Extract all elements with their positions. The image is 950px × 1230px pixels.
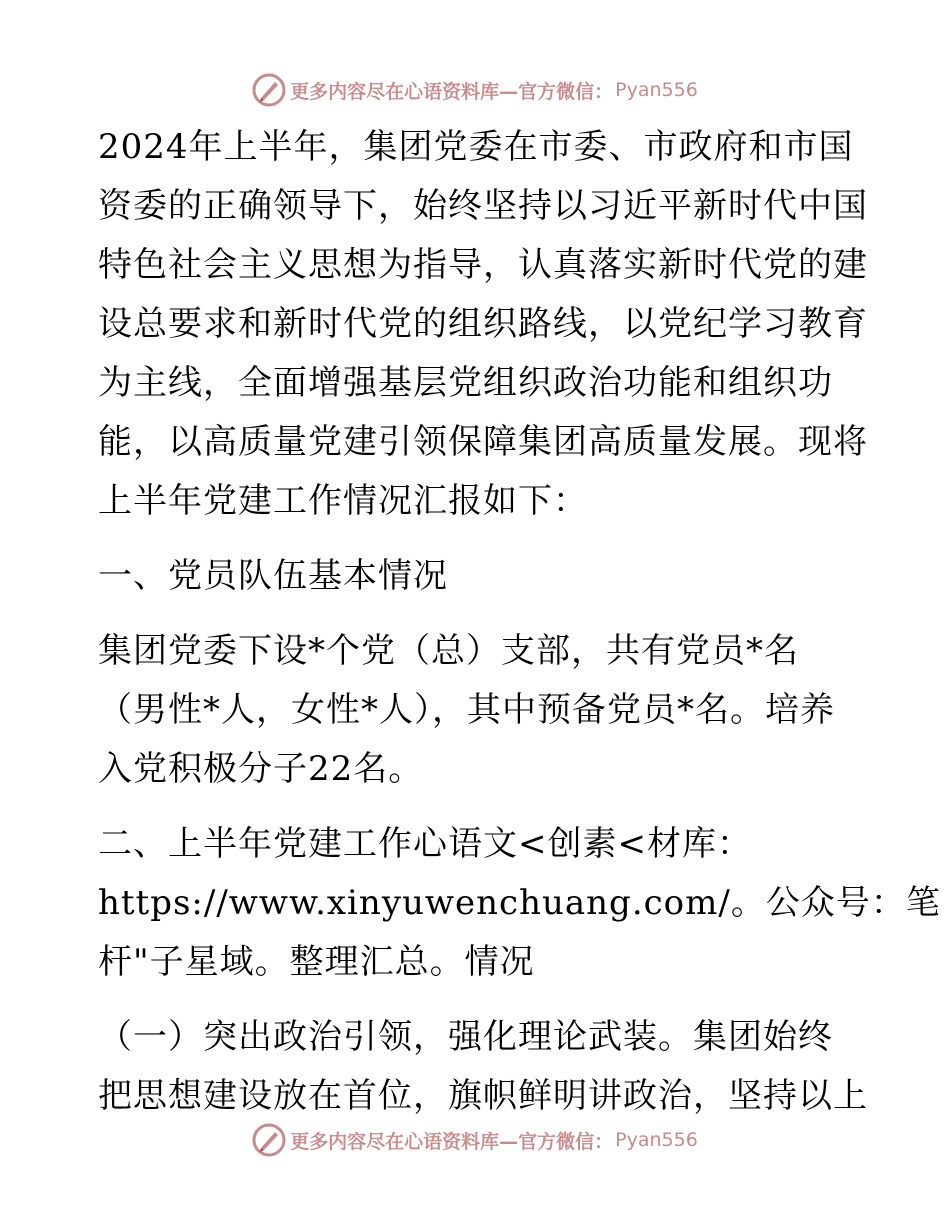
text-line: 资委的正确领导下，始终坚持以习近平新时代中国 [98, 186, 868, 226]
text-line: （一）突出政治引领，强化理论武装。集团始终 [98, 1017, 833, 1057]
section-heading-2 [98, 815, 941, 992]
text-line: 特色社会主义思想为指导，认真落实新时代党的建 [98, 245, 868, 285]
text-line: 杆"子星域。整理汇总。情况 [98, 942, 535, 982]
banner-wechat-id: Pyan556 [615, 1129, 698, 1151]
text-line: 2024年上半年，集团党委在市委、市政府和市国 [98, 127, 854, 167]
text-line: 二、上半年党建工作心语文<创素<材库： [98, 824, 752, 864]
banner-wechat-id: Pyan556 [615, 79, 698, 101]
text-line: （男性*人，女性*人），其中预备党员*名。培养 [98, 690, 835, 730]
text-line: 为主线，全面增强基层党组织政治功能和组织功 [98, 363, 833, 403]
paragraph-intro [98, 118, 868, 531]
banner-text: 更多内容尽在心语资料库—官方微信： [290, 80, 614, 103]
paragraph-members [98, 622, 858, 799]
text-line: 能，以高质量党建引领保障集团高质量发展。现将 [98, 422, 868, 462]
document-body [98, 118, 941, 1126]
text-line: 上半年党建工作情况汇报如下： [98, 481, 588, 521]
section-heading-1: 一、党员队伍基本情况 [98, 556, 448, 596]
pen-logo-icon [252, 73, 286, 107]
text-line: 设总要求和新时代党的组织路线，以党纪学习教育 [98, 304, 868, 344]
banner-text: 更多内容尽在心语资料库—官方微信： [290, 1130, 614, 1153]
footer-watermark-banner [0, 1120, 950, 1160]
pen-logo-icon [252, 1123, 286, 1157]
paragraph-political [98, 1008, 868, 1126]
header-watermark-banner [0, 70, 950, 110]
text-line: 入党积极分子22名。 [98, 749, 424, 789]
text-line: https://www.xinyuwenchuang.com/。公众号：笔 [98, 883, 941, 923]
text-line: 集团党委下设*个党（总）支部，共有党员*名 [98, 631, 799, 671]
text-line: 把思想建设放在首位，旗帜鲜明讲政治，坚持以上 [98, 1076, 868, 1116]
